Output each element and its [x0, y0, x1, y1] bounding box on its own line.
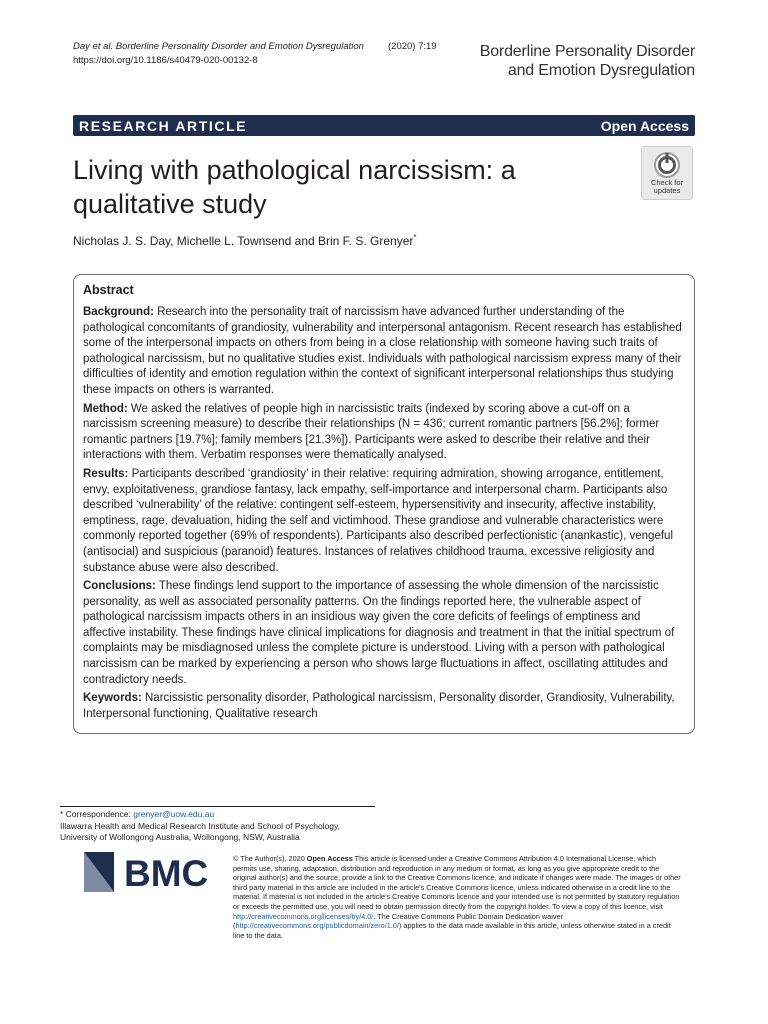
correspondence-footnote [60, 809, 340, 844]
section-label: Background: [83, 306, 154, 318]
affiliation-line1: Illawarra Health and Medical Research Institute and School of Psychology, [60, 820, 341, 831]
article-title: Living with pathological narcissism: a qualitative study [73, 155, 516, 219]
bmc-logo-icon [84, 852, 220, 892]
section-text: We asked the relatives of people high in narcissistic traits (indexed by scoring above a cut-off on a narcissism screening measure) to describe their relationships (N = 436; current romantic partners [56.2%]; former romantic partners [19.7%]; family members [21.3%]). Participants were asked to describe their relative and their interactions with them. Verbatim responses were thematically analysed. [83, 402, 660, 462]
section-label: Keywords: [83, 692, 142, 705]
footnote-divider [60, 806, 375, 807]
section-text: Participants described ‘grandiosity’ in their relative: requiring admiration, showing arrogance, entitlement, envy, exploitativeness, grandiose fantasy, lack empathy, self-importance and interpersonal charm. Participants also described ‘vulnerability’ of the relative: contingent self-esteem, hypersensitivity and insecurity, affective instability, emptiness, rage, devaluation, hiding the self and victimhood. These grandiose and vulnerable characteristics were commonly reported together (69% of respondents). Participants also described perfectionistic (anankastic), vengeful (antisocial) and suspicious (paranoid) features. Instances of relatives childhood trauma, excessive religiosity and substance abuse were also described. [83, 467, 673, 574]
check-for-updates-line2: updates [653, 186, 681, 195]
volume: (2020) 7:19 [388, 41, 437, 52]
section-label: Conclusions: [83, 580, 156, 593]
license-suffix: ) applies to the data made available in this article, unless otherwise stated in a credit line to the data. [233, 921, 671, 940]
journal-name-line2: and Emotion Dysregulation [507, 62, 695, 79]
license-statement [233, 854, 681, 940]
license-open-access: Open Access [306, 854, 353, 863]
article-type: RESEARCH ARTICLE [79, 117, 248, 134]
author-list [73, 233, 417, 248]
abstract-heading: Abstract [83, 283, 134, 297]
section-text: Narcissistic personality disorder, Pathological narcissism, Personality disorder, Grandiosity, Vulnerability, Interpersonal functioning, Qualitative research [83, 692, 675, 720]
bmc-logo-text: BMC [124, 853, 209, 892]
check-for-updates-line1: Check for [650, 178, 684, 187]
abstract-keywords [83, 691, 685, 722]
abstract-box [73, 274, 695, 734]
check-for-updates-badge[interactable] [641, 146, 693, 200]
correspondence-label: * Correspondence: [60, 809, 134, 819]
section-text: These findings lend support to the importance of assessing the whole dimension of the narcissistic personality, as well as associated personality patterns. On the findings reported here, the vulnerable aspect of pathological narcissism impacts others in an insidious way given the core deficits of feelings of emptiness and affective instability. These findings have clinical implications for diagnosis and treatment in that the initial spectrum of complaints may be misdiagnosed unless the complete picture is understood. Living with a person with pathological narcissism can be marked by experiencing a person who shows large fluctuations in affect, oscillating attitudes and contradictory needs. [83, 580, 675, 686]
check-for-updates-icon [653, 151, 681, 179]
abstract-background [83, 305, 685, 399]
license-cc-by-link[interactable]: http://creativecommons.org/licenses/by/4.0/ [233, 911, 374, 921]
correspondence-email-link[interactable]: grenyer@uow.edu.au [133, 809, 215, 819]
license-prefix: © The Author(s). 2020 [233, 854, 307, 863]
section-label: Method: [83, 402, 128, 415]
license-body: This article is licensed under a Creative Commons Attribution 4.0 International License, which permits use, sharing, adaptation, distribution and reproduction in any medium or format, as long as you give appropriate credit to the original author(s) and the source, provide a link to the Creative Commons licence, and indicate if changes were made. The images or other third party material in this article are included in the article's Creative Commons licence, unless indicated otherwise in a credit line to the material. If material is not included in the article's Creative Commons licence and your intended use is not permitted by statutory regulation or exceeds the permitted use, you will need to obtain permission directly from the copyright holder. To view a copy of this licence, visit [233, 854, 681, 911]
abstract-results [83, 467, 685, 576]
abstract-conclusions [83, 579, 685, 688]
journal-name [480, 42, 695, 80]
journal-name-line1: Borderline Personality Disorder [479, 43, 695, 60]
license-cc0-link[interactable]: http://creativecommons.org/publicdomain/zero/1.0/ [235, 921, 399, 931]
abstract-method [83, 402, 685, 464]
section-label: Results: [83, 467, 129, 480]
article-type-banner [73, 115, 695, 136]
open-access-label: Open Access [600, 117, 689, 134]
license-middle: . The Creative Commons Public Domain Dedication waiver ( [233, 911, 563, 931]
affiliation-line2: University of Wollongong Australia, Wollongong, NSW, Australia [60, 832, 300, 842]
article-citation-header [73, 40, 437, 68]
doi-link[interactable]: https://doi.org/10.1186/s40479-020-00132-8 [73, 55, 258, 66]
section-text: Research into the personality trait of narcissism have advanced further understanding of the pathological concomitants of grandiosity, vulnerability and interpersonal antagonism. Recent research has established some of the interpersonal impacts on others from being in a close relationship with someone having such traits of pathological narcissism, but no qualitative studies exist. Individuals with pathological narcissism express many of their difficulties of identity and emotion regulation within the context of significant interpersonal relationships thus studying these impacts on others is warranted. [83, 306, 682, 396]
corresponding-author-mark: * [413, 233, 417, 242]
authors: Nicholas J. S. Day, Michelle L. Townsend and Brin F. S. Grenyer [73, 234, 414, 248]
citation: Day et al. Borderline Personality Disorder and Emotion Dysregulation [73, 41, 364, 52]
